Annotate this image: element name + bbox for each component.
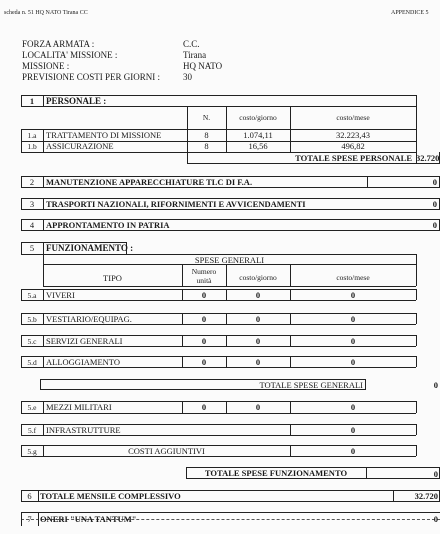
section-4-label: APPRONTAMENTO IN PATRIA [46, 220, 170, 230]
funz-col-tipo: TIPO [103, 273, 122, 283]
row-5b-label: VESTIARIO/EQUIPAG. [46, 314, 132, 324]
row-1a-giorno: 1.074,11 [243, 130, 273, 140]
row-5c-label: SERVIZI GENERALI [46, 336, 123, 346]
row-5b-code: 5.b [27, 315, 37, 324]
info-label-missione: MISSIONE : [22, 61, 70, 71]
spese-generali-heading: SPESE GENERALI [194, 255, 265, 265]
section-6-number: 6 [27, 491, 32, 501]
row-5f-mese: 0 [350, 425, 356, 435]
row-5g-mese: 0 [350, 446, 356, 456]
section-6-label: TOTALE MENSILE COMPLESSIVO [40, 491, 181, 501]
section-5-title: FUNZIONAMENTO : [46, 243, 134, 253]
section-7-label: ONERI "UNA TANTUM" [40, 514, 137, 524]
tot-generali-label: TOTALE SPESE GENERALI [259, 380, 363, 390]
row-5e-giorno: 0 [255, 402, 261, 412]
row-5b-mese: 0 [350, 314, 356, 324]
row-5d-n: 0 [201, 357, 207, 367]
row-5b-giorno: 0 [255, 314, 261, 324]
section-2-label: MANUTENZIONE APPARECCHIATURE TLC DI F.A. [46, 177, 253, 187]
row-5f-label: INFRASTRUTTURE [46, 425, 121, 435]
info-value-giorni: 30 [183, 72, 192, 82]
section-3-number: 3 [29, 199, 35, 209]
funz-col-numero-2: unità [196, 276, 212, 285]
row-1a-label: TRATTAMENTO DI MISSIONE [46, 130, 162, 140]
row-5d-mese: 0 [350, 357, 356, 367]
funz-col-costo-giorno: costo/giorno [239, 273, 277, 282]
funz-col-costo-mese: costo/mese [336, 273, 370, 282]
info-value-missione: HQ NATO [183, 61, 223, 71]
row-5d-giorno: 0 [255, 357, 261, 367]
info-label-localita: LOCALITA' MISSIONE : [22, 50, 118, 60]
row-5f-code: 5.f [27, 426, 37, 435]
row-5a-mese: 0 [350, 290, 356, 300]
row-5b-n: 0 [201, 314, 207, 324]
row-1b-n: 8 [204, 141, 209, 151]
row-5c-n: 0 [201, 336, 207, 346]
row-1a-mese: 32.223,43 [336, 130, 370, 140]
row-1b-label: ASSICURAZIONE [46, 141, 114, 151]
section-1-number: 1 [29, 96, 35, 106]
row-5g-label: COSTI AGGIUNTIVI [128, 446, 205, 456]
section-5-number: 5 [29, 243, 35, 253]
info-value-forza: C.C. [183, 39, 200, 49]
tot-generali-value: 0 [433, 380, 438, 390]
row-1b-code: 1.b [27, 142, 37, 151]
row-5e-label: MEZZI MILITARI [46, 402, 112, 412]
info-label-forza: FORZA ARMATA : [22, 39, 95, 49]
personale-col-costo-giorno: costo/giorno [239, 113, 277, 122]
row-5e-n: 0 [201, 402, 207, 412]
info-value-localita: Tirana [183, 50, 207, 60]
section-2-value: 0 [432, 177, 437, 187]
section-1-title: PERSONALE : [46, 96, 107, 106]
row-5a-code: 5.a [27, 291, 37, 300]
row-1a-n: 8 [204, 130, 209, 140]
info-label-giorni: PREVISIONE COSTI PER GIORNI : [22, 72, 161, 82]
row-5a-n: 0 [201, 290, 207, 300]
row-1b-mese: 496,82 [341, 141, 365, 151]
personale-col-costo-mese: costo/mese [336, 113, 370, 122]
tot-funz-value: 0 [433, 469, 438, 479]
row-5e-mese: 0 [350, 402, 356, 412]
section-2-number: 2 [29, 177, 35, 187]
doc-header-right: APPENDICE 5 [391, 10, 429, 16]
row-1a-code: 1.a [27, 131, 37, 140]
section-4-value: 0 [432, 220, 437, 230]
section-7-value: 0 [433, 514, 438, 524]
section-3-value: 0 [432, 199, 437, 209]
row-5g-code: 5.g [27, 447, 37, 456]
row-1b-giorno: 16,56 [248, 141, 268, 151]
tot-funz-label: TOTALE SPESE FUNZIONAMENTO [204, 468, 348, 478]
row-5c-giorno: 0 [255, 336, 261, 346]
section-6-value: 32.720 [414, 491, 438, 501]
personale-total-value: 32.720 [416, 153, 440, 163]
doc-header-left: scheda n. 51 HQ NATO Tirana CC [4, 10, 88, 16]
funz-col-numero-1: Numero [191, 267, 217, 276]
personale-col-n: N. [202, 113, 211, 122]
row-5e-code: 5.e [27, 403, 37, 412]
row-5c-mese: 0 [350, 336, 356, 346]
section-4-number: 4 [29, 220, 35, 230]
row-5d-label: ALLOGGIAMENTO [46, 357, 120, 367]
section-3-label: TRASPORTI NAZIONALI, RIFORNIMENTI E AVVICENDAMENTI [46, 199, 306, 209]
row-5c-code: 5.c [27, 337, 37, 346]
personale-total-label: TOTALE SPESE PERSONALE [295, 153, 412, 163]
row-5a-giorno: 0 [255, 290, 261, 300]
section-7-number: 7 [27, 514, 32, 524]
row-5a-label: VIVERI [46, 290, 75, 300]
row-5d-code: 5.d [27, 358, 37, 367]
